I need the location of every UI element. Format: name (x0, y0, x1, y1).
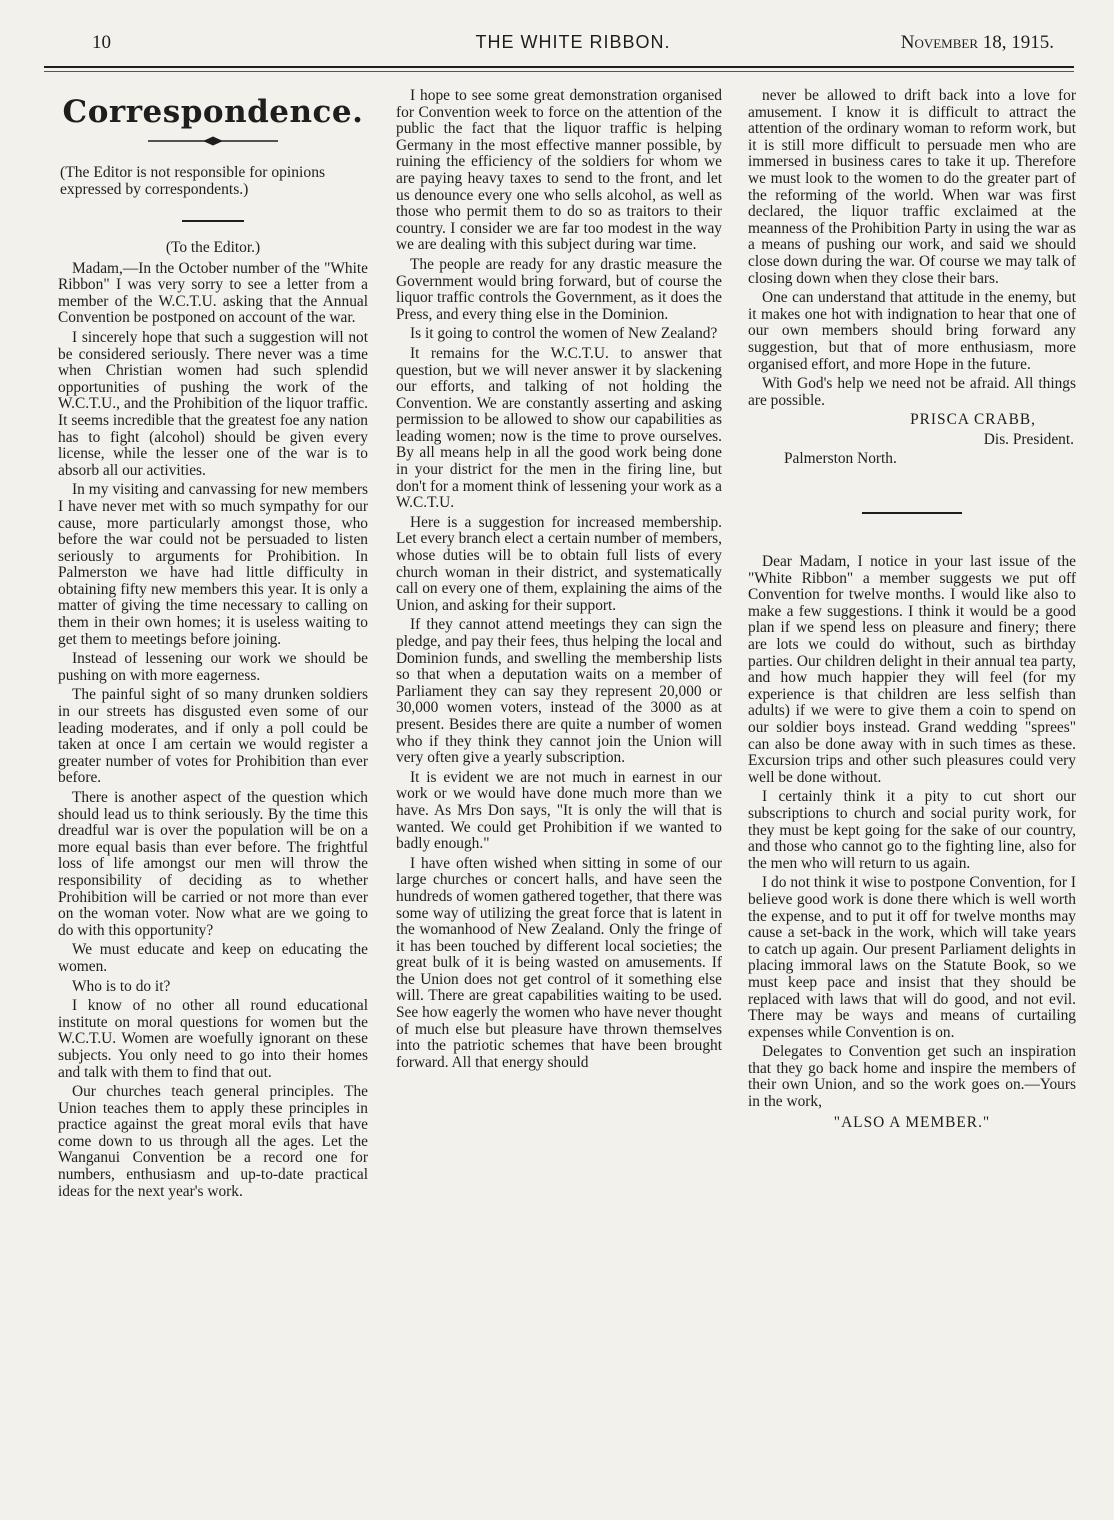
paragraph: I hope to see some great demonstration organised for Convention week to force on the attention of the public the fact that the liquor traffic is helping Germany in the most effective manner possible, by ruining the efficiency of the soldiers for whom we are paying heavy taxes to send to the front, and let us denounce every one who sells alcohol, as well as those who permit them to do so as traitors to their country. I consider we are far too modest in the way we are dealing with this subject during war time. (396, 87, 722, 254)
paragraph: I certainly think it a pity to cut short our subscriptions to church and social purity work, for they must be kept going for the sake of our country, and those who cannot go to the fighting line, also for the men who will return to us again. (748, 788, 1076, 872)
paragraph: never be allowed to drift back into a love for amusement. I know it is difficult to attract the attention of the ordinary woman to reform work, but it is still more difficult to persuade men who are immersed in business cares to take it up. Therefore we must look to the women to do the greater part of the reforming of the world. When war was first declared, the liquor traffic exclaimed at the meanness of the Prohibition Party in using the war as a means of pushing our work, and said we should close down during the war. Of course we may talk of closing down when they close their bars. (748, 87, 1076, 287)
header-rule-thin (44, 71, 1074, 72)
paragraph: One can understand that attitude in the enemy, but it makes one hot with indignation to hear that one of our own members should bring forward any suggestion, but that of more enthusiasm, more organised effort, and more Hope in the future. (748, 289, 1076, 373)
diamond-ornament-icon (148, 136, 278, 146)
divider (182, 220, 244, 222)
paragraph: Here is a suggestion for increased membership. Let every branch elect a certain number of members, whose duties will be to obtain full lists of every church woman in their district, and systematically call on every one of them, explaining the aims of the Union, and asking for their support. (396, 513, 722, 614)
paragraph: The painful sight of so many drunken soldiers in our streets has disgusted even some of our leading moderates, and if only a poll could be taken at once I am certain we would register a greater number of votes for Prohibition than ever before. (58, 686, 368, 787)
paragraph: With God's help we need not be afraid. All things are possible. (748, 375, 1076, 409)
publication-title: THE WHITE RIBBON. (475, 32, 671, 52)
page-header (92, 30, 1054, 58)
signature-also-a-member: "ALSO A MEMBER." (833, 1113, 991, 1131)
page-number: 10 (92, 32, 111, 53)
paragraph: Instead of lessening our work we should be pushing on with more eagerness. (58, 650, 368, 684)
divider (862, 512, 962, 514)
paragraph: In my visiting and canvassing for new members I have never met with so much sympathy for our cause, more particularly amongst those, who before the war could not be persuaded to listen seriously to arguments for Prohibition. In Palmerston we have had little difficulty in obtaining fifty new members this year. It is only a matter of giving the time necessary to calling on them in their own homes; it is useless waiting to get them to meetings before joining. (58, 481, 368, 648)
paragraph: If they cannot attend meetings they can sign the pledge, and pay their fees, thus helping the local and Dominion funds, and swelling the membership lists so that when a deputation waits on a member of Parliament they can say they represent 20,000 or 30,000 women voters, instead of the 3000 as at present. Besides there are quite a number of women who if they think they cannot join the Union will very often give a yearly subscription. (396, 616, 722, 767)
signature-name: PRISCA CRABB, (910, 411, 1036, 429)
paragraph: We must educate and keep on educating the women. (58, 941, 368, 975)
paragraph: There is another aspect of the question which should lead us to think seriously. By the time this dreadful war is over the population will be on a more equal basis than ever before. The frightful loss of life amongst our men will throw the responsibility of deciding as to whether Prohibition will be carried or not more than ever on the woman voter. Now what are we going to do with this opportunity? (58, 789, 368, 939)
signature-place: Palmerston North. (784, 450, 897, 468)
column-3 (748, 88, 1076, 1134)
paragraph: I know of no other all round educational institute on moral questions for women but the W.C.T.U. Women are woefully ignorant on these subjects. You only need to go into their homes and talk with them to find that out. (58, 997, 368, 1081)
paragraph: Our churches teach general principles. The Union teaches them to apply these principles in practice against the great moral evils that have come down to us through all the ages. Let the Wanganui Convention be a record one for numbers, enthusiasm and up-to-date practical ideas for the next year's work. (58, 1083, 368, 1200)
paragraph: It remains for the W.C.T.U. to answer that question, but we will never answer it by slackening our efforts, and talking of not holding the Convention. We are constantly asserting and asking permission to be allowed to show our capabilities as leading women; now is the time to prove ourselves. By all means help in all the good work being done in your district for the men in the firing line, but don't for a moment think of lessening your work as a W.C.T.U. (396, 344, 722, 512)
paragraph: It is evident we are not much in earnest in our work or we would have done much more than we have. As Mrs Don says, "It is only the will that is wanted. We could get Prohibition if we wanted to badly enough." (396, 768, 722, 853)
paragraph: Is it going to control the women of New Zealand? (410, 325, 718, 343)
paragraph: Delegates to Convention get such an inspiration that they go back home and inspire the members of their own Union, and so the work goes on.—Yours in the work, (748, 1043, 1076, 1111)
header-rule (44, 66, 1074, 68)
section-heading: Correspondence. (62, 94, 364, 130)
salutation: (To the Editor.) (165, 239, 261, 256)
paragraph: Who is to do it? (72, 977, 171, 995)
issue-date: November 18, 1915. (900, 32, 1054, 53)
paragraph: Madam,—In the October number of the "White Ribbon" I was very sorry to see a letter from a member of the W.C.T.U. asking that the Annual Convention be postponed on account of the war. (58, 259, 368, 327)
signature-title: Dis. President. (983, 430, 1074, 448)
editor-disclaimer: (The Editor is not responsible for opinions expressed by correspondents.) (60, 164, 326, 198)
column-1 (58, 88, 368, 1203)
paragraph: I sincerely hope that such a suggestion will not be considered seriously. There never was a time when Christian women had such splendid opportunities of pushing the work of the W.C.T.U., and the Prohibition of the liquor traffic. It seems incredible that the greatest foe any nation has to fight (alcohol) should be given every license, while the lesser one of the war is to absorb all our activities. (58, 328, 368, 479)
paragraph: The people are ready for any drastic measure the Government would bring forward, but of course the liquor traffic controls the Government, as it does the Press, and every thing else in the Dominion. (396, 255, 722, 323)
paragraph: Dear Madam, I notice in your last issue of the "White Ribbon" a member suggests we put off Convention for twelve months. I would like also to make a few suggestions. I think it would be a good plan if we spend less on pleasure and finery; there are lots we could do without, such as birthday parties. Our children delight in their annual tea party, and how much happier they will feel (for my experience is that children are less selfish than adults) if we were to give them a coin to spend on our soldier boys instead. Grand wedding "sprees" can also be done away with in such times as these. Excursion trips and other such pleasures could very well be done without. (748, 553, 1076, 786)
column-2 (396, 88, 722, 1074)
paragraph: I do not think it wise to postpone Convention, for I believe good work is done there which is well worth the expense, and to put it off for twelve months may cause a set-back in the work, which will take years to catch up again. Our present Parliament delights in placing immoral laws on the Statute Book, so we must keep pace and insist that they should be replaced with laws that will do good, and not evil. There may be ways and means of curtailing expenses while Convention is on. (748, 874, 1076, 1041)
paragraph: I have often wished when sitting in some of our large churches or concert halls, and have seen the hundreds of women gathered together, that there was some way of utilizing the great force that is latent in the womanhood of New Zealand. Only the fringe of it has been touched by different local societies; the great bulk of it is being wasted on amusements. If the Union does not get control of it something else will. There are great capabilities waiting to be used. See how eagerly the women who have never thought of much else but pleasure have thrown themselves into the patriotic schemes that have been brought forward. All that energy should (396, 854, 722, 1071)
